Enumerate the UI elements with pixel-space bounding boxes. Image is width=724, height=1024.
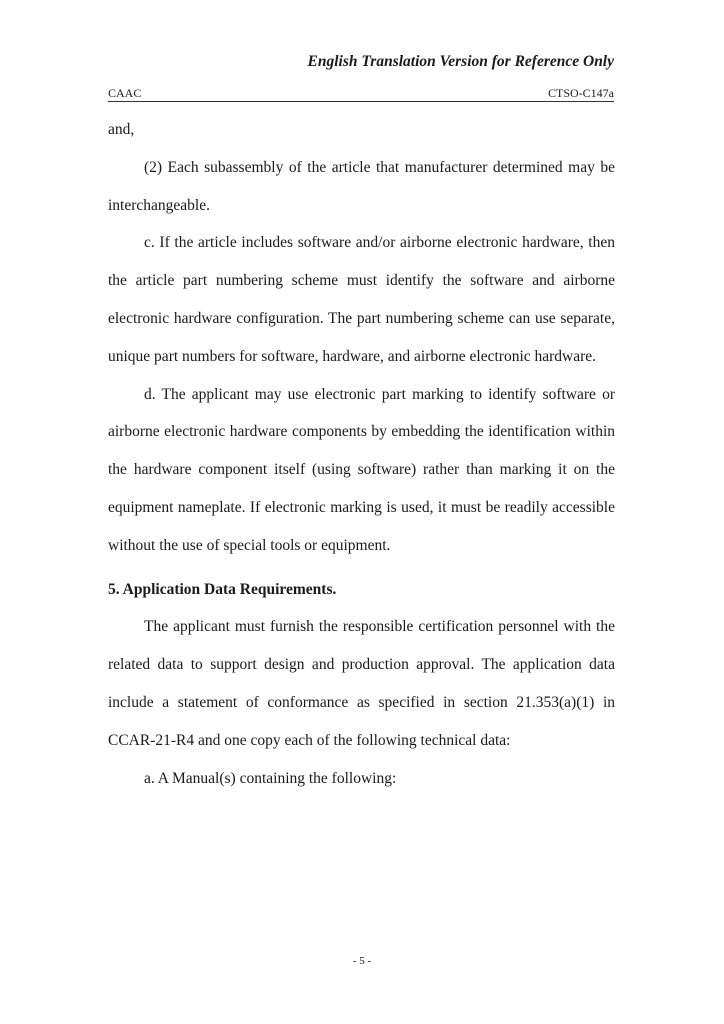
section-heading: 5. Application Data Requirements. [108,580,337,598]
paragraph: The applicant must furnish the responsible certification personnel with the related data to support design and production approval. The application data include a statement of conformance as specified in section 21.353(a)(1) in CCAR-21-R4 and one copy each of the following technical data: [108,618,615,749]
paragraph: c. If the article includes software and/or airborne electronic hardware, then the article part numbering scheme must identify the software and airborne electronic hardware configuration. The part numbering scheme can use separate, unique part numbers for software, hardware, and airborne electronic hardware. [108,234,615,365]
paragraph: (2) Each subassembly of the article that manufacturer determined may be interchangeable. [108,158,615,214]
header-doc-id: CTSO-C147a [548,86,614,100]
translation-banner: English Translation Version for Reference Only [307,53,614,70]
paragraph: and, [108,121,135,138]
header-rule [108,101,614,102]
document-body [108,111,615,797]
page-number: - 5 - [352,955,372,967]
paragraph: d. The applicant may use electronic part marking to identify software or airborne electronic hardware components by embedding the identification within the hardware component itself (using software) rather than marking it on the equipment nameplate. If electronic marking is used, it must be readily accessible without the use of special tools or equipment. [108,385,615,554]
header-org: CAAC [108,86,142,100]
paragraph: a. A Manual(s) containing the following: [144,769,397,787]
